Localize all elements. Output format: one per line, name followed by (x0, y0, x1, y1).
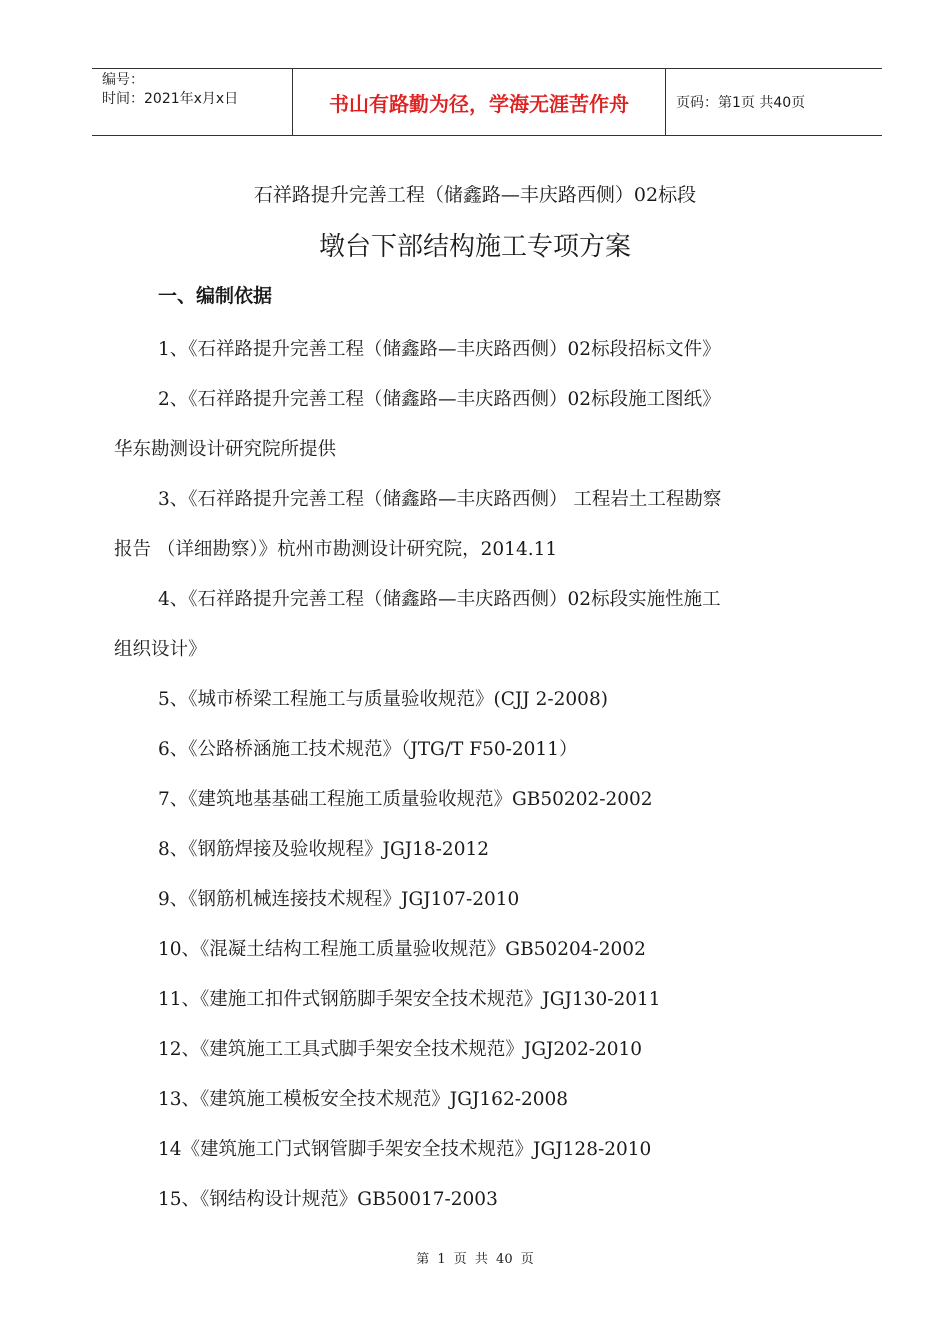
time-label: 时间：2021年x月x日 (102, 91, 239, 107)
list-item: 13、《建筑施工模板安全技术规范》JGJ162-2008 (158, 1089, 569, 1110)
header-meta (92, 69, 293, 135)
list-item-continued: 报告 （详细勘察）》杭州市勘测设计研究院，2014.11 (114, 539, 558, 560)
list-item: 3、《石祥路提升完善工程（储鑫路—丰庆路西侧） 工程岩土工程勘察 (158, 489, 722, 510)
doc-title: 墩台下部结构施工专项方案 (318, 232, 631, 262)
list-item-continued: 华东勘测设计研究院所提供 (114, 439, 337, 460)
list-item: 12、《建筑施工工具式脚手架安全技术规范》JGJ202-2010 (158, 1039, 643, 1060)
list-item: 10、《混凝土结构工程施工质量验收规范》GB50204-2002 (158, 939, 646, 960)
header-page-info: 页码：第1页 共40页 (676, 95, 806, 111)
list-item: 4、《石祥路提升完善工程（储鑫路—丰庆路西侧）02标段实施性施工 (158, 589, 721, 610)
list-item-continued: 组织设计》 (114, 639, 207, 660)
number-label: 编号： (102, 72, 144, 88)
list-item: 11、《建施工扣件式钢筋脚手架安全技术规范》JGJ130-2011 (158, 989, 661, 1010)
header-motto: 书山有路勤为径，学海无涯苦作舟 (293, 69, 666, 135)
list-item: 14《建筑施工门式钢管脚手架安全技术规范》JGJ128-2010 (158, 1139, 652, 1160)
list-item: 7、《建筑地基基础工程施工质量验收规范》GB50202-2002 (158, 789, 653, 810)
page-header (92, 68, 882, 136)
list-item: 5、《城市桥梁工程施工与质量验收规范》(CJJ 2-2008) (158, 689, 608, 710)
list-item: 1、《石祥路提升完善工程（储鑫路—丰庆路西侧）02标段招标文件》 (158, 339, 721, 360)
doc-subtitle: 石祥路提升完善工程（储鑫路—丰庆路西侧）02标段 (253, 184, 697, 206)
section-heading: 一、编制依据 (158, 285, 273, 307)
list-item: 8、《钢筋焊接及验收规程》JGJ18-2012 (158, 839, 490, 860)
list-item: 15、《钢结构设计规范》GB50017-2003 (158, 1189, 498, 1210)
page-footer: 第 1 页 共 40 页 (416, 1252, 534, 1267)
reference-list (114, 325, 874, 1225)
list-item: 9、《钢筋机械连接技术规程》JGJ107-2010 (158, 889, 520, 910)
list-item: 6、《公路桥涵施工技术规范》（JTG/T F50-2011） (158, 739, 578, 760)
list-item: 2、《石祥路提升完善工程（储鑫路—丰庆路西侧）02标段施工图纸》 (158, 389, 721, 410)
